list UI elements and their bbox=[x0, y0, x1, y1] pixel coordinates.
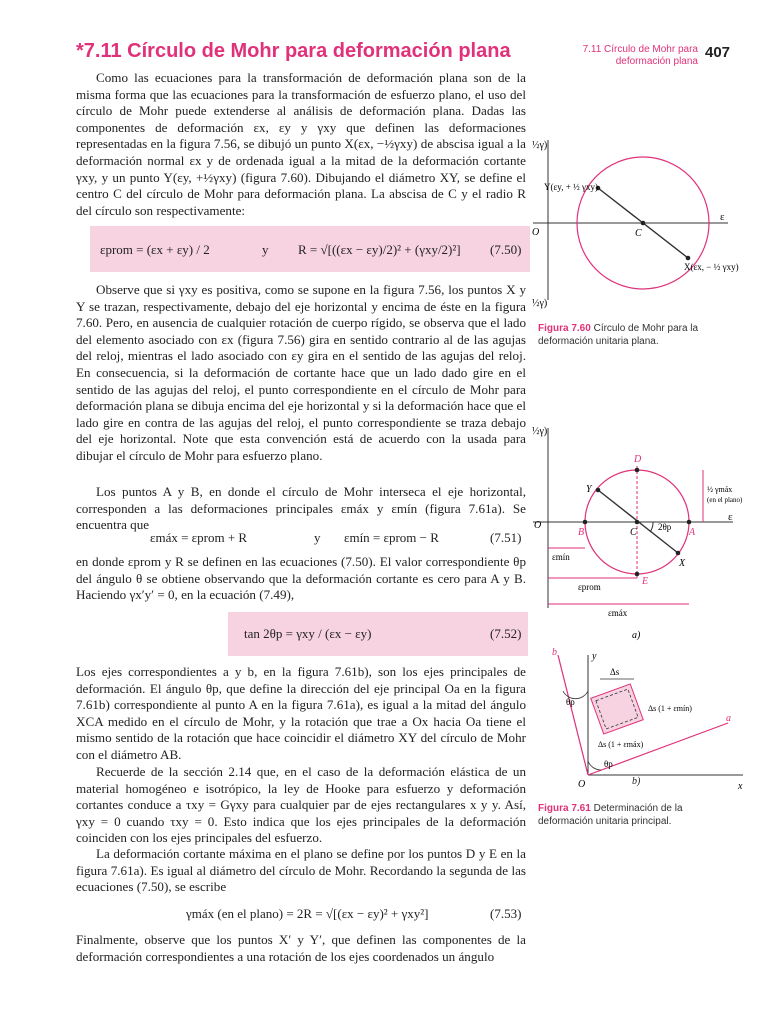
point-e bbox=[635, 572, 640, 577]
eprom-label: εprom bbox=[578, 582, 601, 592]
figure-7-61-caption bbox=[538, 802, 738, 828]
equation-7-53: γmáx (en el plano) = 2R = √[(εx − εy)² + γxy²] bbox=[186, 906, 429, 921]
ds-max-label: Δs (1 + εmáx) bbox=[598, 740, 644, 749]
label-y: y bbox=[592, 651, 597, 662]
subfigure-a-label: a) bbox=[632, 630, 641, 641]
label-a: a bbox=[726, 713, 731, 724]
angle-label: 2θp bbox=[658, 522, 672, 532]
axis-top-label: ½γ) bbox=[532, 140, 548, 151]
equation-7-50-left: εprom = (εx + εy) / 2 bbox=[100, 242, 210, 257]
label-b: b bbox=[552, 647, 557, 658]
label-d: D bbox=[634, 454, 642, 465]
point-d bbox=[635, 468, 640, 473]
subfigure-b-label: b) bbox=[632, 776, 641, 787]
theta-bottom-label: θp bbox=[604, 759, 613, 769]
caption-label: Figura 7.61 bbox=[538, 803, 591, 814]
paragraph-text: Los puntos A y B, en donde el círculo de Mohr interseca el eje horizontal, corresponden a las deformaciones principales εmáx y εmín (figura 7.61a). Se encuentra que bbox=[76, 484, 526, 533]
label-a: A bbox=[689, 527, 696, 538]
emin-label: εmín bbox=[552, 552, 570, 562]
paragraph-text: Recuerde de la sección 2.14 que, en el caso de la deformación elástica de un material homogéneo e isotrópico, la ley de Hooke para esfuerzo y deformación cortantes conduce a τxy = Gγxy para cualquier par de ejes rectangulares x y y. Así, γxy = 0 cuando τxy = 0. Esto indica que los ejes principales de la deformación coinciden con los ejes principales del esfuerzo. bbox=[76, 764, 526, 846]
equation-7-50-number: (7.50) bbox=[490, 242, 522, 257]
angle-arc bbox=[650, 522, 653, 532]
label-y: Y bbox=[586, 484, 592, 495]
equation-7-51-right: εmín = εprom − R bbox=[344, 530, 439, 545]
paragraph-3 bbox=[76, 484, 526, 534]
paragraph-8 bbox=[76, 932, 526, 965]
b-axis bbox=[558, 655, 588, 775]
paragraph-6 bbox=[76, 764, 526, 847]
figure-7-61b bbox=[528, 645, 758, 795]
equation-7-50-y: y bbox=[262, 242, 269, 257]
paragraph-1 bbox=[76, 70, 526, 219]
point-c bbox=[635, 520, 640, 525]
half-gamma-label-b: (en el plano) bbox=[707, 496, 743, 504]
emax-label: εmáx bbox=[608, 608, 628, 618]
paragraph-4 bbox=[76, 554, 526, 604]
epsilon-label: ε bbox=[720, 211, 725, 223]
point-a bbox=[687, 520, 692, 525]
equation-7-52: tan 2θp = γxy / (εx − εy) bbox=[244, 626, 372, 641]
origin-label: O bbox=[534, 520, 542, 531]
paragraph-text: Observe que si γxy es positiva, como se supone en la figura 7.56, los puntos X y Y se trazan, respectivamente, debajo del eje horizontal y encima de éste en la figura 7.60. Pero, en ausencia de cualquier rotación de cuerpo rígido, se observa que el lado del elemento asociado con εx (figura 7.56) gira en sentido contrario al de las agujas del reloj, mientras el lado asociado con εy gira en el sentido de las agujas del reloj. En consecuencia, si la deformación de cortante hace que un lado dado gire en el sentido de las agujas del reloj, el punto correspondiente en el círculo de Mohr para deformación plana se dibuja encima del eje horizontal y si la deformación hace que el lado gire en contra de las agujas del reloj, el punto correspondiente se traza debajo del eje horizontal. Note que esta convención está de acuerdo con la usada para dibujar el círculo de Mohr para esfuerzo plano. bbox=[76, 282, 526, 463]
ds-min-label: Δs (1 + εmín) bbox=[648, 704, 692, 713]
point-x bbox=[676, 551, 681, 556]
running-head-line2: deformación plana bbox=[615, 56, 698, 67]
point-y-label: Y(εy, + ½ γxy) bbox=[544, 182, 598, 192]
equation-7-53-number: (7.53) bbox=[490, 906, 522, 921]
axis-top-label: ½γ) bbox=[532, 426, 548, 437]
caption-text: Determinación de la deformación unitaria principal. bbox=[538, 803, 683, 827]
point-b bbox=[583, 520, 588, 525]
figure-7-61a bbox=[528, 418, 758, 643]
point-x-label: X(εx, − ½ γxy) bbox=[684, 262, 739, 272]
label-x: X bbox=[679, 558, 686, 569]
label-x: x bbox=[738, 781, 743, 792]
section-title: *7.11 Círculo de Mohr para deformación plana bbox=[76, 40, 511, 62]
equation-7-51-number: (7.51) bbox=[490, 530, 522, 545]
caption-label: Figura 7.60 bbox=[538, 323, 591, 334]
center-label: C bbox=[635, 228, 642, 239]
equation-7-51-left: εmáx = εprom + R bbox=[150, 530, 248, 545]
point-y bbox=[596, 488, 601, 493]
label-b: B bbox=[578, 527, 585, 538]
origin-label: O bbox=[532, 227, 540, 238]
paragraph-text: Como las ecuaciones para la transformación de deformación plana son de la misma forma que las ecuaciones para la transformación de esfuerzo plano, el uso del círculo de Mohr puede extenderse al análisis de deformación plana. Dadas las componentes de deformación εx, εy y γxy que definen las deformaciones representadas en la figura 7.56, se dibujó un punto X(εx, −½γxy) de abscisa igual a la deformación normal εx y de ordenada igual a la mitad de la deformación cortante γxy, y un punto Y(εy, +½γxy) (figura 7.60). Dibujando el diámetro XY, se define el centro C del círculo de Mohr para deformación plana. La abscisa de C y el radio R del círculo son respectivamente: bbox=[76, 70, 526, 218]
ds-label: Δs bbox=[610, 667, 620, 677]
theta-bottom-arc bbox=[588, 761, 601, 770]
paragraph-7 bbox=[76, 846, 526, 896]
paragraph-text: La deformación cortante máxima en el plano se define por los puntos D y E en la figura 7.61a). Es igual al diámetro del círculo de Mohr. Recordando la segunda de las ecuaciones (7.50), se escribe bbox=[76, 846, 526, 895]
figure-7-60-caption bbox=[538, 322, 738, 348]
paragraph-text: Los ejes correspondientes a y b, en la figura 7.61b), son los ejes principales de deformación. El ángulo θp, que define la dirección del eje principal Oa en la figura 7.61b) correspondiente al punto A en la figura 7.61a), es igual a la mitad del ángulo XCA medido en el círculo de Mohr, y la rotación que trae a Ox hacia Oa tiene el mismo sentido de la rotación que hace coincidir el diámetro XY del círculo de Mohr con el diámetro AB. bbox=[76, 664, 526, 762]
axis-bottom-label: ½γ) bbox=[532, 298, 548, 309]
epsilon-label: ε bbox=[728, 511, 733, 523]
page-number: 407 bbox=[705, 44, 731, 61]
label-o: O bbox=[578, 779, 586, 790]
label-c: C bbox=[630, 527, 637, 538]
caption-text: Círculo de Mohr para la deformación unitaria plana. bbox=[538, 323, 699, 347]
figure-7-60 bbox=[528, 130, 758, 320]
paragraph-text: Finalmente, observe que los puntos X′ y Y′, que definen las componentes de la deformación correspondientes a una rotación de los ejes coordenados un ángulo bbox=[76, 932, 526, 964]
equation-7-51-y: y bbox=[314, 530, 321, 545]
equation-7-52-number: (7.52) bbox=[490, 626, 522, 641]
theta-top-label: θp bbox=[566, 697, 575, 707]
point-x bbox=[686, 256, 691, 261]
running-head bbox=[560, 44, 698, 68]
point-c bbox=[641, 221, 646, 226]
running-head-line1: 7.11 Círculo de Mohr para bbox=[582, 44, 698, 55]
equation-7-50-right: R = √[((εx − εy)/2)² + (γxy/2)²] bbox=[298, 242, 461, 257]
paragraph-text: en donde εprom y R se definen en las ecuaciones (7.50). El valor correspondiente θp del ángulo θ se obtiene observando que la deformación cortante es cero para A y B. Haciendo γx′y′ = 0, en la ecuación (7.49), bbox=[76, 554, 526, 603]
half-gamma-label-a: ½ γmáx bbox=[707, 485, 733, 494]
paragraph-2 bbox=[76, 282, 526, 465]
paragraph-5 bbox=[76, 664, 526, 764]
label-e: E bbox=[642, 576, 649, 587]
